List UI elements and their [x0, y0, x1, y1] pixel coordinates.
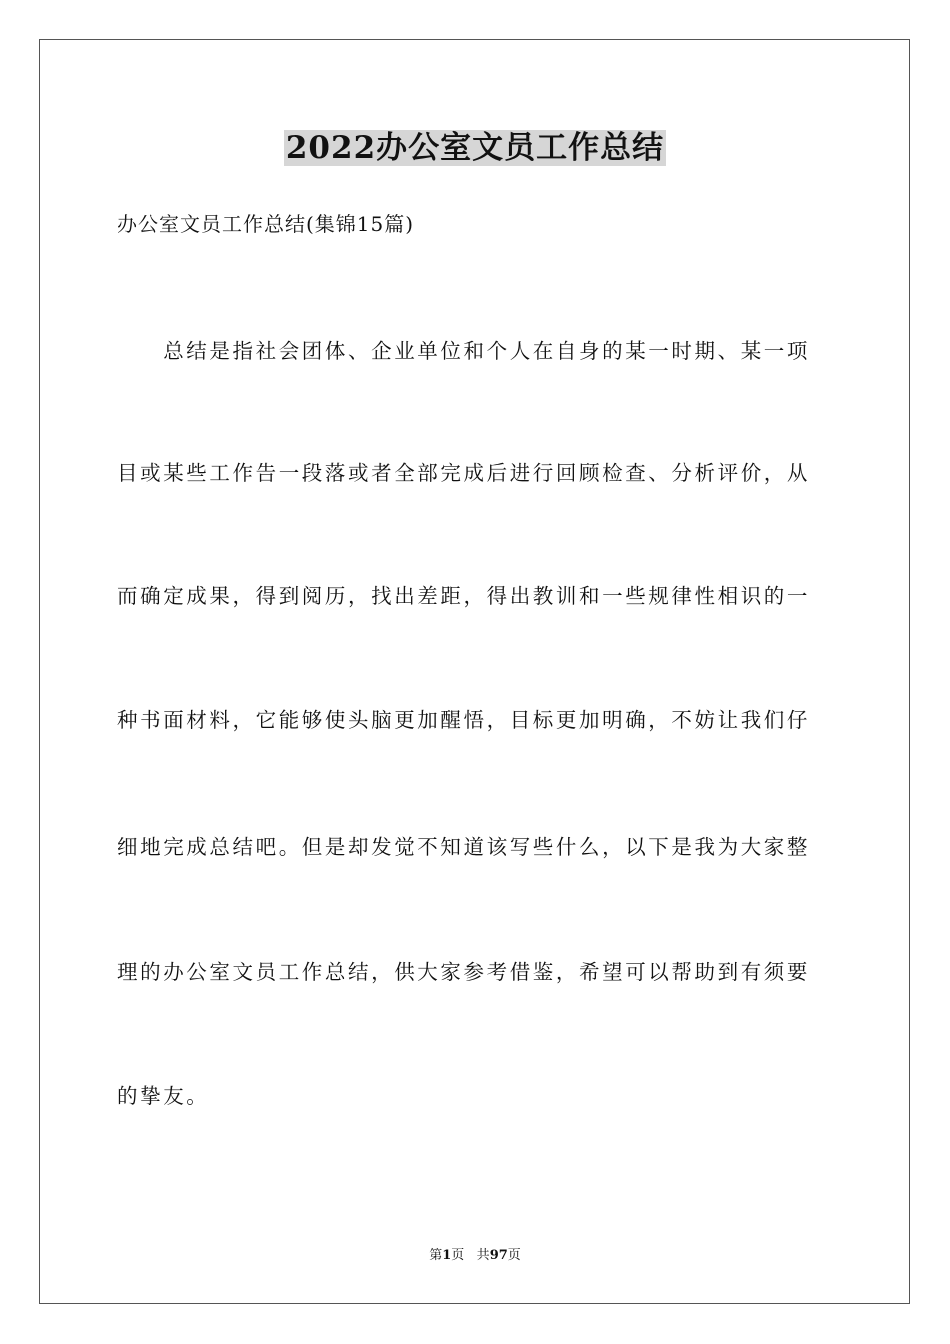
total-prefix: 共 — [476, 1248, 490, 1263]
page-prefix: 第 — [429, 1248, 443, 1263]
page-footer — [0, 1247, 950, 1265]
paragraph-line-5: 细地完成总结吧。但是却发觉不知道该写些什么，以下是我为大家整 — [117, 835, 810, 859]
total-pages: 97 — [489, 1248, 508, 1263]
paragraph-line-3: 而确定成果，得到阅历，找出差距，得出教训和一些规律性相识的一 — [117, 584, 810, 608]
page-suffix: 页 — [451, 1248, 465, 1263]
document-subtitle: 办公室文员工作总结(集锦15篇) — [117, 212, 415, 236]
page-number: 1 — [442, 1248, 452, 1263]
paragraph-line-4: 种书面材料，它能够使头脑更加醒悟，目标更加明确，不妨让我们仔 — [117, 708, 810, 732]
paragraph-line-2: 目或某些工作告一段落或者全部完成后进行回顾检查、分析评价，从 — [117, 461, 810, 485]
document-title — [0, 128, 950, 168]
paragraph-line-6: 理的办公室文员工作总结，供大家参考借鉴，希望可以帮助到有须要 — [117, 960, 810, 984]
document-title-text: 2022办公室文员工作总结 — [285, 130, 665, 166]
paragraph-line-7: 的挚友。 — [117, 1084, 210, 1108]
total-suffix: 页 — [507, 1248, 521, 1263]
paragraph-line-1: 总结是指社会团体、企业单位和个人在自身的某一时期、某一项 — [117, 339, 810, 363]
